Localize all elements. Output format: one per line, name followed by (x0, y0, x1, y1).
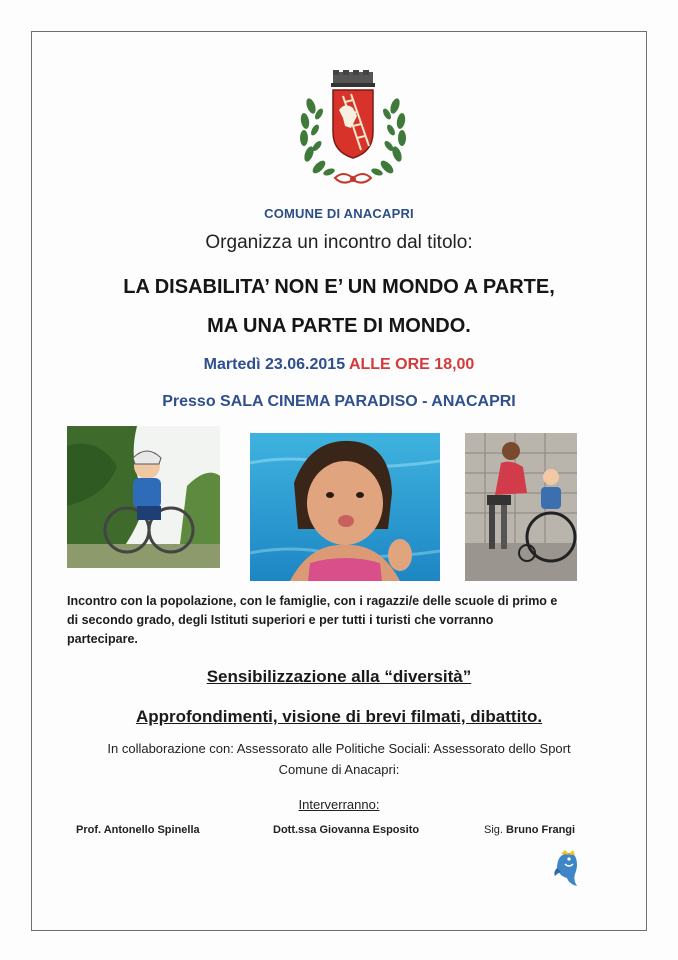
speaker-esposito: Dott.ssa Giovanna Esposito (273, 824, 420, 836)
event-description (67, 592, 627, 649)
description-line: di secondo grado, degli Istituti superiori e per tutti i turisti che vorranno (67, 613, 494, 627)
event-venue: Presso SALA CINEMA PARADISO - ANACAPRI (162, 393, 516, 410)
event-date: Martedì 23.06.2015 (203, 356, 346, 373)
coat-of-arms-icon (295, 66, 411, 192)
dolphin-mascot-icon (553, 850, 583, 888)
intro-text: Organizza un incontro dal titolo: (205, 232, 473, 253)
photo-adult-child-wheelchair (465, 433, 577, 581)
speaker-spinella: Prof. Antonello Spinella (76, 824, 200, 836)
speaker-name: Bruno Frangi (506, 824, 576, 836)
municipality-name: COMUNE DI ANACAPRI (264, 206, 414, 221)
approfondimenti-heading: Approfondimenti, visione di brevi filmati, dibattito. (135, 707, 543, 726)
speaker-frangi (484, 824, 575, 836)
event-time: ALLE ORE 18,00 (348, 356, 475, 373)
description-line: partecipare. (67, 632, 138, 646)
sensibilizzazione-heading: Sensibilizzazione alla “diversità” (206, 667, 472, 686)
collaboration-line1: In collaborazione con: Assessorato alle Politiche Sociali: Assessorato dello Sport (107, 741, 571, 756)
photo-child-pool (250, 433, 440, 581)
speakers-heading: Interverranno: (298, 797, 380, 812)
event-title-line1: LA DISABILITA’ NON E’ UN MONDO A PARTE, (123, 276, 555, 298)
event-title-line2: MA UNA PARTE DI MONDO. (207, 315, 471, 337)
speaker-title: Sig. (484, 824, 503, 836)
event-datetime (0, 356, 678, 374)
description-line: Incontro con la popolazione, con le famiglie, con i ragazzi/e delle scuole di primo e (67, 594, 558, 608)
photo-boy-wheelchair (67, 426, 220, 568)
collaboration-line2: Comune di Anacapri: (278, 762, 400, 777)
